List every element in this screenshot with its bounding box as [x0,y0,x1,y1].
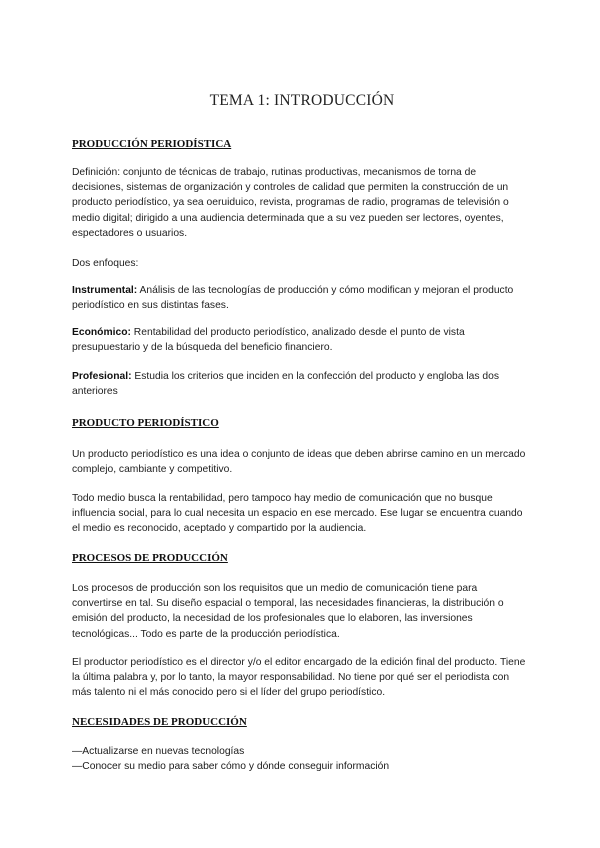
heading-necesidades-de-produccion: NECESIDADES DE PRODUCCIÓN [72,716,247,728]
paragraph-producto-2: Todo medio busca la rentabilidad, pero tampoco hay medio de comunicación que no busque influencia social, para lo cual necesita un espacio en ese mercado. Ese lugar se encuentra cuando el medio es reconocido, aceptado y compartido por la audiencia. [72,493,523,535]
paragraph-definicion: Definición: conjunto de técnicas de trabajo, rutinas productivas, mecanismos de torna de decisiones, sistemas de organización y controles de calidad que permiten la construcción de un producto periodístico, ya sea oeruiduico, revista, programas de radio, programas de televisión o medio digital; dirigido a una audiencia determinada que a su vez pueden ser lectores, oyentes, espectadores o usuarios. [72,167,509,239]
text-instrumental: Análisis de las tecnologías de producción y cómo modifican y mejoran el producto periodístico en sus distintas fases. [72,285,514,312]
paragraph-profesional [72,369,527,399]
list-item: —Conocer su medio para saber cómo y dónde conseguir información [72,761,390,772]
heading-producto-periodistico: PRODUCTO PERIODÍSTICO [72,417,219,429]
list-item: —Actualizarse en nuevas tecnologías [72,746,245,757]
paragraph-procesos-1: Los procesos de producción son los requisitos que un medio de comunicación tiene para convertirse en tal. Su diseño espacial o temporal, las necesidades financieras, la distribución o emisión del producto, la necesidad de los profesionales que lo elaboren, las inversiones tecnológicas... Todo es parte de la producción periodística. [72,583,504,640]
label-profesional: Profesional: [72,371,132,382]
paragraph-procesos-2: El productor periodístico es el director y/o el editor encargado de la edición final del producto. Tiene la última palabra y, por lo tanto, la mayor responsabilidad. No tiene por qué ser el periodista con más talento ni el más conocido pero si el líder del grupo periodístico. [72,657,526,699]
text-economico: Rentabilidad del producto periodístico, analizado desde el punto de vista presupuestario y de la búsqueda del beneficio financiero. [72,327,465,354]
text-profesional: Estudia los criterios que inciden en la confección del producto y engloba las dos anteriores [72,371,499,398]
paragraph-dos-enfoques: Dos enfoques: [72,258,139,269]
heading-produccion-periodistica: PRODUCCIÓN PERIODÍSTICA [72,138,232,150]
page-title: TEMA 1: INTRODUCCIÓN [209,92,395,109]
heading-procesos-de-produccion: PROCESOS DE PRODUCCIÓN [72,552,228,564]
label-economico: Económico: [72,327,131,338]
label-instrumental: Instrumental: [72,285,138,296]
paragraph-economico [72,325,527,355]
paragraph-instrumental [72,283,527,313]
paragraph-producto-1: Un producto periodístico es una idea o conjunto de ideas que deben abrirse camino en un mercado complejo, cambiante y competitivo. [72,449,526,476]
